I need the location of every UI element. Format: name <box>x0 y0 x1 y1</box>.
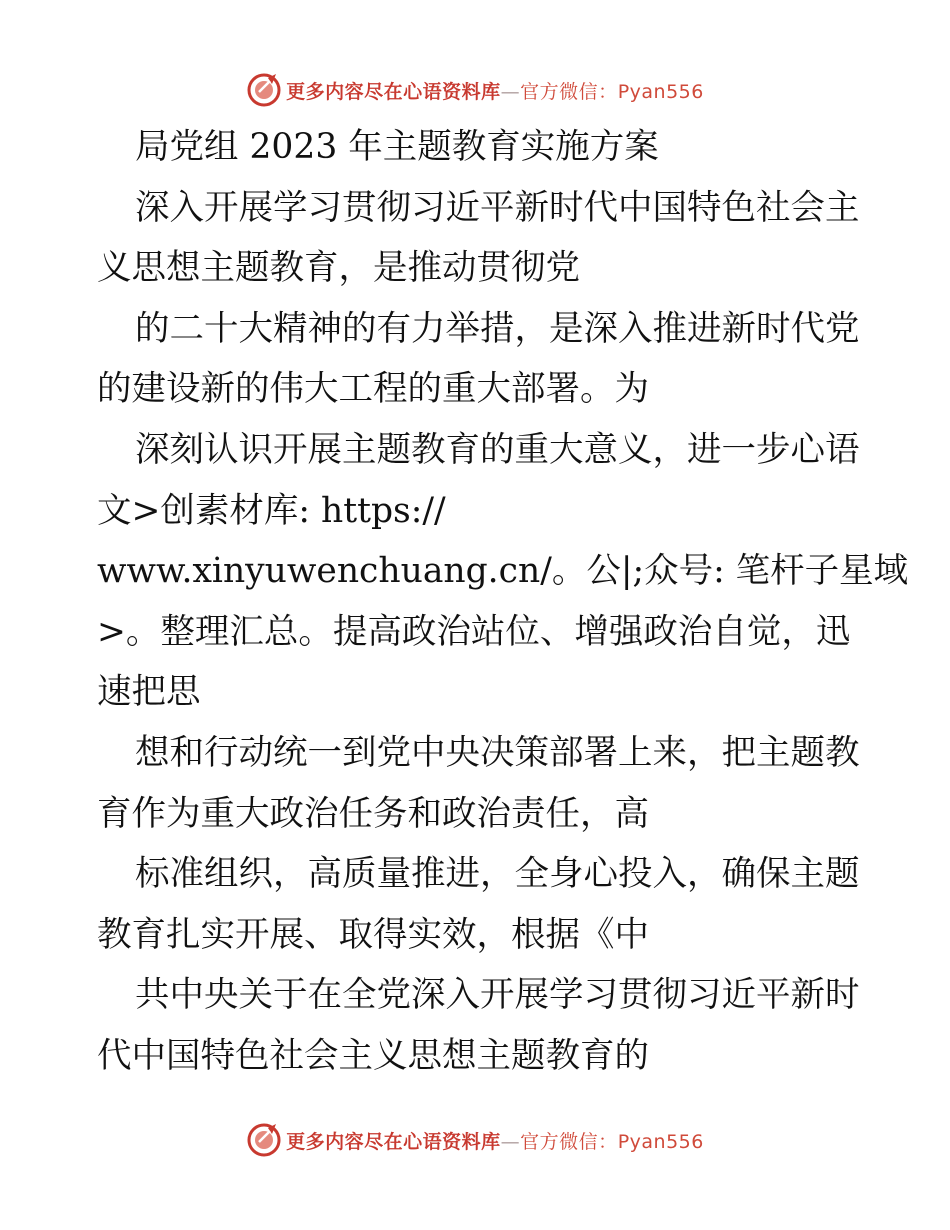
banner-main-text: 更多内容尽在心语资料库 <box>286 80 501 103</box>
document-line: 代中国特色社会主义思想主题教育的 <box>97 1036 649 1076</box>
document-line: 深入开展学习贯彻习近平新时代中国特色社会主 <box>135 187 860 228</box>
document-line: www.xinyuwenchuang.cn/。公|;众号: 笔杆子星域 <box>97 551 909 592</box>
document-line: 文>创素材库: https:// <box>97 490 446 531</box>
banner-separator: — <box>500 80 521 103</box>
banner-text <box>286 77 704 104</box>
banner-separator: — <box>500 1130 521 1153</box>
document-line: 育作为重大政治任务和政治责任，高 <box>97 793 649 834</box>
banner-wechat-id: Pyan556 <box>617 80 704 103</box>
document-line: 想和行动统一到党中央决策部署上来，把主题教 <box>135 733 860 773</box>
document-line: >。整理汇总。提高政治站位、增强政治自觉，迅 <box>97 611 851 652</box>
document-line: 标准组织，高质量推进，全身心投入，确保主题 <box>135 854 860 895</box>
pen-logo-icon <box>246 72 282 108</box>
document-line: 义思想主题教育，是推动贯彻党 <box>97 248 580 289</box>
banner-wechat-label: 官方微信： <box>520 80 618 103</box>
document-line: 教育扎实开展、取得实效，根据《中 <box>97 914 649 955</box>
document-line: 速把思 <box>97 672 201 713</box>
banner-wechat-label: 官方微信： <box>520 1130 618 1153</box>
document-line: 局党组 2023 年主题教育实施方案 <box>135 127 659 167</box>
banner-main-text: 更多内容尽在心语资料库 <box>286 1130 501 1153</box>
footer-banner <box>0 1120 950 1160</box>
pen-logo-icon <box>246 1122 282 1158</box>
banner-text <box>286 1127 704 1154</box>
document-line: 共中央关于在全党深入开展学习贯彻习近平新时 <box>135 975 860 1016</box>
document-line: 深刻认识开展主题教育的重大意义，进一步心语 <box>135 430 860 470</box>
banner-wechat-id: Pyan556 <box>617 1130 704 1153</box>
document-line: 的建设新的伟大工程的重大部署。为 <box>97 369 649 410</box>
header-banner <box>0 70 950 110</box>
document-line: 的二十大精神的有力举措，是深入推进新时代党 <box>135 308 860 349</box>
